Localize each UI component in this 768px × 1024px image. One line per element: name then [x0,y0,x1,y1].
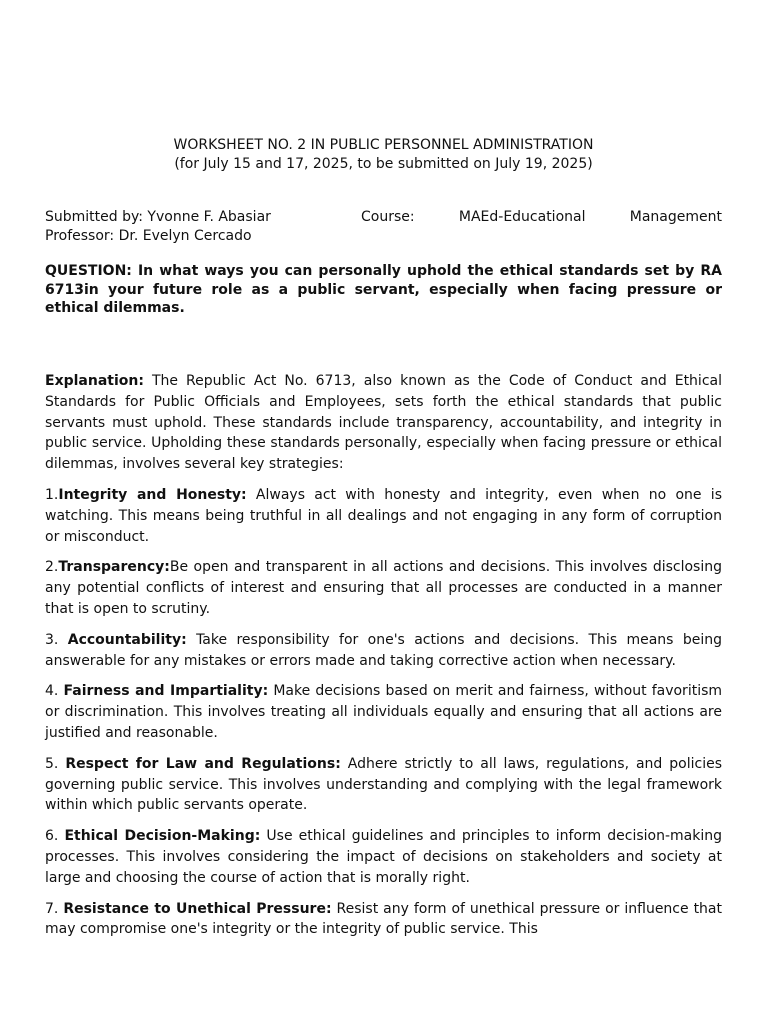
course-word-1: MAEd-Educational [458,209,586,225]
point-number: 4. [45,683,64,700]
point-paragraph [45,485,722,547]
point-number: 6. [45,828,65,845]
point-text: Take responsibility for one's actions and decisions. This means being answerable for any mistakes or errors made and taking corrective action when necessary. [45,631,722,669]
point-paragraph [45,754,722,816]
point-heading: Ethical Decision-Making: [64,828,261,845]
point-heading: Transparency: [58,559,170,576]
explanation-text: The Republic Act No. 6713, also known as the Code of Conduct and Ethical Standards for Public Officials and Employees, sets forth the ethical standards that public servants must uphold. These standards include transparency, accountability, and integrity in public service. Upholding these standards personally, especially when facing pressure or ethical dilemmas, involves several key strategies: [45,373,722,473]
point-text: Use ethical guidelines and principles to inform decision-making processes. This involves considering the impact of decisions on stakeholders and society at large and choosing the course of action that is morally right. [45,828,722,886]
point-heading: Integrity and Honesty: [58,486,247,503]
point-text: Resist any form of unethical pressure or influence that may compromise one's integrity or the integrity of public service. This [45,900,723,938]
course-word-2: Management [629,209,722,225]
professor-info: Professor: Dr. Evelyn Cercado [45,228,252,244]
point-heading: Accountability: [67,631,187,648]
point-number: 7. [45,900,64,917]
explanation-label: Explanation: [45,373,144,389]
point-paragraph [45,557,722,619]
point-paragraph [45,899,722,941]
point-paragraph [45,826,722,888]
point-text: Make decisions based on merit and fairness, without favoritism or discrimination. This involves treating all individuals equally and ensuring that all actions are justified and reasonable. [45,683,723,741]
point-text: Adhere strictly to all laws, regulations, and policies governing public service. This involves understanding and complying with the legal framework within which public servants operate. [45,755,722,814]
answer-body [45,371,722,950]
worksheet-title: WORKSHEET NO. 2 IN PUBLIC PERSONNEL ADMINISTRATION [173,137,594,153]
point-number: 5. [45,755,66,772]
point-heading: Resistance to Unethical Pressure: [63,900,332,917]
point-number: 1. [45,486,59,503]
point-text: Be open and transparent in all actions and decisions. This involves disclosing any potential conflicts of interest and ensuring that all processes are conducted in a manner that is open to scrutiny. [45,559,722,617]
course-label: Course: [361,209,415,225]
point-number: 3. [45,631,68,648]
worksheet-subtitle: (for July 15 and 17, 2025, to be submitted on July 19, 2025) [174,156,593,172]
point-number: 2. [45,559,59,576]
point-paragraph [45,681,722,743]
submitted-by: Submitted by: Yvonne F. Abasiar [45,209,271,225]
point-heading: Fairness and Impartiality: [63,683,269,700]
point-heading: Respect for Law and Regulations: [65,755,341,772]
course-info [361,208,722,227]
explanation-paragraph [45,371,722,475]
point-text: Always act with honesty and integrity, even when no one is watching. This means being truthful in all dealings and not engaging in any form of corruption or misconduct. [45,486,722,545]
point-paragraph [45,630,722,672]
question-text: QUESTION: In what ways you can personally uphold the ethical standards set by RA 6713in your future role as a public servant, especially when facing pressure or ethical dilemmas. [45,263,722,316]
